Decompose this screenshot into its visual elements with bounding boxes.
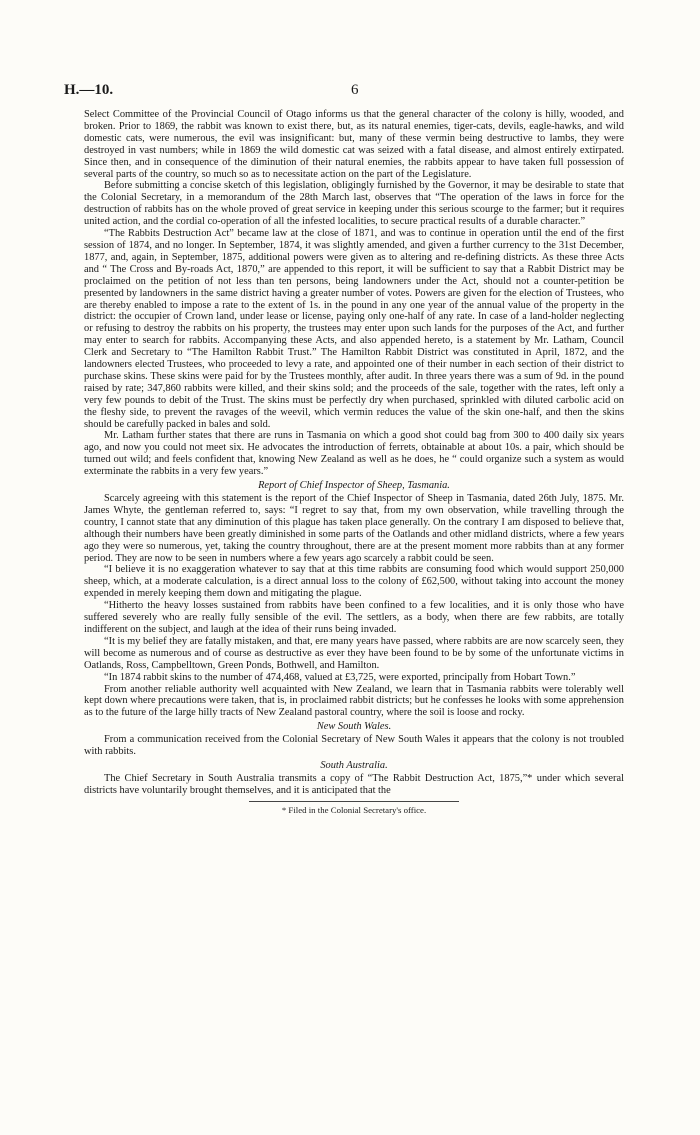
- page-number: 6: [351, 82, 359, 98]
- paragraph-tasmania-settlers: “Hitherto the heavy losses sustained from rabbits have been confined to a few localities, and it is only those who have suffered severely who are really fully sensible of the evil. The settlers, as a body, when there are few rabbits, are totally indifferent on the subject, and laugh at the idea of their runs being invaded.: [84, 600, 624, 635]
- section-heading-tasmania: Report of Chief Inspector of Sheep, Tasmania.: [258, 480, 450, 492]
- footnote-divider: [249, 801, 459, 802]
- paragraph-tasmania-authority: From another reliable authority well acquainted with New Zealand, we learn that in Tasmania rabbits were tolerably well kept down where precautions were taken, that is, in proclaimed rabbit districts; but he confesses he looks with some apprehension as to the future of the large hilly tracts of New Zealand pastoral country, where the soil is loose and rocky.: [84, 683, 624, 719]
- footnote: * Filed in the Colonial Secretary's office.: [281, 804, 427, 815]
- document-id: H.—10.: [64, 82, 114, 98]
- paragraph-tasmania-exports: “In 1874 rabbit skins to the number of 474,468, valued at £3,725, were exported, principally from Hobart Town.”: [104, 671, 576, 683]
- paragraph-latham: Mr. Latham further states that there are runs in Tasmania on which a good shot could bag from 300 to 400 daily six years ago, and now you could not meet six. He advocates the introduction of ferrets, obtainable at about 10s. a pair, which should be turned out wild; and feels confident that, knowing New Zealand as well as he does, he “ could organize such a system as would exterminate the rabbits in a very few years.”: [84, 430, 624, 478]
- report-body: [84, 109, 624, 815]
- paragraph-rabbits-act: “The Rabbits Destruction Act” became law at the close of 1871, and was to continue in operation until the end of the first session of 1874, and no longer. In September, 1874, it was slightly amended, and given a further currency to the 31st December, 1877, and, again, in September, 1875, additional powers were given as to altering and re-defining districts. As these three Acts and “ The Cross and By-roads Act, 1870,” are appended to this report, it will be sufficient to say that a Rabbit District may be proclaimed on the petition of not less than ten persons, being landowners under the Act, should not a counter-petition be presented by landowners in the same district having a greater number of votes. Powers are given for the election of Trustees, who are thereby enabled to impose a rate to the extent of 1s. in the pound in any one year of the annual value of the property in the district: the occupier of Crown land, under lease or license, paying only one-half of any rate. In case of a land-holder neglecting or refusing to destroy the rabbits on his property, the trustees may enter upon such lands for the purposes of the Act, and further may enter to search for rabbits. Accompanying these Acts, and also appended hereto, is a statement by Mr. Latham, Council Clerk and Secretary to “The Hamilton Rabbit Trust.” The Hamilton Rabbit District was constituted in April, 1872, and the landowners elected Trustees, who proceeded to levy a rate, and appointed one of their number in each section of their district to purchase skins. These skins were paid for by the Trustees monthly, after audit. In three years there was a sum of 9d. in the pound raised by rate; 347,860 rabbits were killed, and their skins sold; and the proceeds of the sale, together with the rates, left only a very few pounds to debit of the Trust. The skins must be perfectly dry when purchased, sprinkled with diluted carbolic acid on the fleshy side, to prevent the ravages of the weevil, which vermin reduces the value of the skin one-half, and then the skins should be carefully packed in bales and sold.: [84, 228, 624, 430]
- paragraph-tasmania-report: Scarcely agreeing with this statement is the report of the Chief Inspector of Sheep in Tasmania, dated 26th July, 1875. Mr. James Whyte, the gentleman referred to, says: “I regret to say that, from my own observation, while travelling through the country, I cannot state that any diminution of this plague has taken place generally. On the contrary I am disposed to believe that, although their numbers have been greatly diminished in some parts of the Oatlands and other midland districts, where a few years ago they were so numerous, yet, taking the country throughout, there are at the present moment more rabbits than at any former period. They are now to be seen in numbers where a few years ago scarcely a rabbit could be seen.: [84, 493, 624, 564]
- paragraph-tasmania-losses: “I believe it is no exaggeration whatever to say that at this time rabbits are consuming food which would support 250,000 sheep, which, at a moderate calculation, is a direct annual loss to the colony of £62,500, without taking into account the money expended in merely keeping them down and mitigating the plague.: [84, 564, 624, 600]
- section-heading-nsw: New South Wales.: [316, 721, 392, 733]
- paragraph-south-australia: The Chief Secretary in South Australia transmits a copy of “The Rabbit Destruction Act, 1875,”* under which several districts have voluntarily brought themselves, and it is anticipated that the: [84, 772, 624, 796]
- paragraph-nsw: From a communication received from the Colonial Secretary of New South Wales it appears that the colony is not troubled with rabbits.: [84, 734, 624, 758]
- paragraph-legislation: Before submitting a concise sketch of this legislation, obligingly furnished by the Governor, it may be desirable to state that the Colonial Secretary, in a memorandum of the 28th March last, observes that “The operation of the laws in force for the destruction of rabbits has on the whole proved of great service in keeping under this serious scourge to the farmer; but it requires united action, and the cordial co-operation of all the infested localities, to secure practical results of a durable character.”: [84, 180, 624, 228]
- page-header: [64, 82, 636, 104]
- paragraph-tasmania-belief: “It is my belief they are fatally mistaken, and that, ere many years have passed, where rabbits are are now scarcely seen, they will become as numerous and of course as destructive as ever they have been found to be by some of the unfortunate victims in Oatlands, Ross, Campbelltown, Green Ponds, Bothwell, and Hamilton.: [84, 635, 624, 671]
- paragraph-otago: Select Committee of the Provincial Council of Otago informs us that the general character of the colony is hilly, wooded, and broken. Prior to 1869, the rabbit was known to exist there, but, as its natural enemies, tiger-cats, devils, eagle-hawks, and wild domestic cats, were numerous, the evil was insignificant: but, many of these vermin being destructive to lambs, they were destroyed in vast numbers; while in 1869 the wild domestic cat was seized with a fatal disease, and almost entirely extirpated. Since then, and in consequence of the diminution of their natural enemies, the rabbits appear to have taken full possession of several parts of the country, so much so as to necessitate action on the part of the Legislature.: [84, 109, 624, 180]
- section-heading-south-australia: South Australia.: [320, 759, 388, 771]
